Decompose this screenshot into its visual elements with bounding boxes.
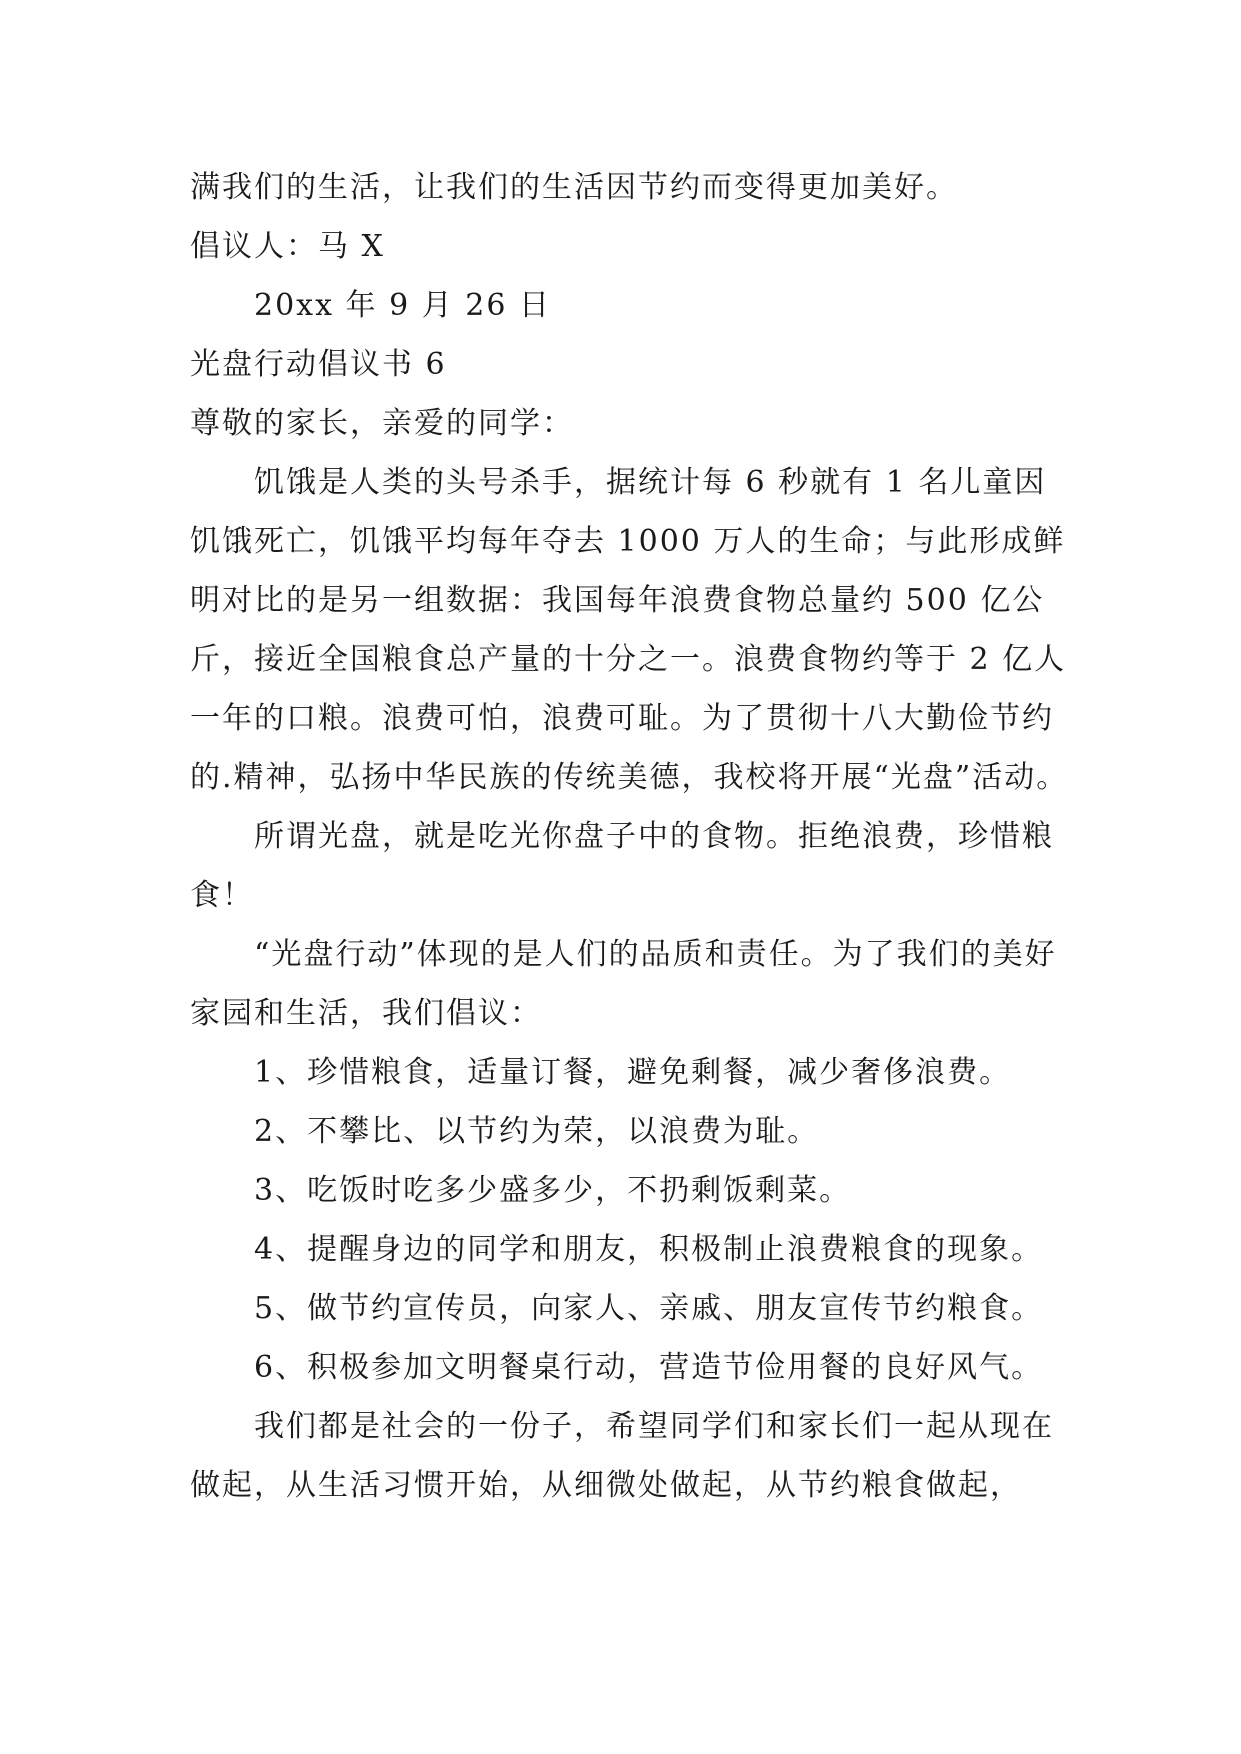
list-item-1: 1、珍惜粮食，适量订餐，避免剩餐，减少奢侈浪费。 [254,1055,1012,1090]
paragraph-definition: 所谓光盘，就是吃光你盘子中的食物。拒绝浪费，珍惜粮食！ [190,819,1054,913]
document-title: 光盘行动倡议书 6 [190,347,447,382]
paragraph-hunger: 饥饿是人类的头号杀手，据统计每 6 秒就有 1 名儿童因饥饿死亡，饥饿平均每年夺去 1000 万人的生命；与此形成鲜明对比的是另一组数据：我国每年浪费食物总量约 500 亿公斤，接近全国粮食总产量的十分之一。浪费食物约等于 2 亿人一年的口粮。浪费可怕，浪费可耻。为了贯彻十八大勤俭节约的.精神，弘扬中华民族的传统美德，我校将开展“光盘”活动。 [190,465,1069,795]
salutation: 尊敬的家长，亲爱的同学： [190,406,574,441]
list-item-3: 3、吃饭时吃多少盛多少，不扔剩饭剩菜。 [254,1173,852,1208]
date-line: 20xx 年 9 月 26 日 [254,288,551,323]
proposer-line: 倡议人：马 X [190,229,385,264]
paragraph-closing: 我们都是社会的一份子，希望同学们和家长们一起从现在做起，从生活习惯开始，从细微处做起，从节约粮食做起， [190,1409,1054,1503]
continuation-line: 满我们的生活，让我们的生活因节约而变得更加美好。 [190,170,958,205]
list-item-5: 5、做节约宣传员，向家人、亲戚、朋友宣传节约粮食。 [254,1291,1044,1326]
list-item-4: 4、提醒身边的同学和朋友，积极制止浪费粮食的现象。 [254,1232,1044,1267]
list-item-6: 6、积极参加文明餐桌行动，营造节俭用餐的良好风气。 [254,1350,1044,1385]
paragraph-proposal-intro: “光盘行动”体现的是人们的品质和责任。为了我们的美好家园和生活，我们倡议： [190,937,1057,1031]
list-item-2: 2、不攀比、以节约为荣，以浪费为耻。 [254,1114,820,1149]
document-body [190,158,1070,1515]
